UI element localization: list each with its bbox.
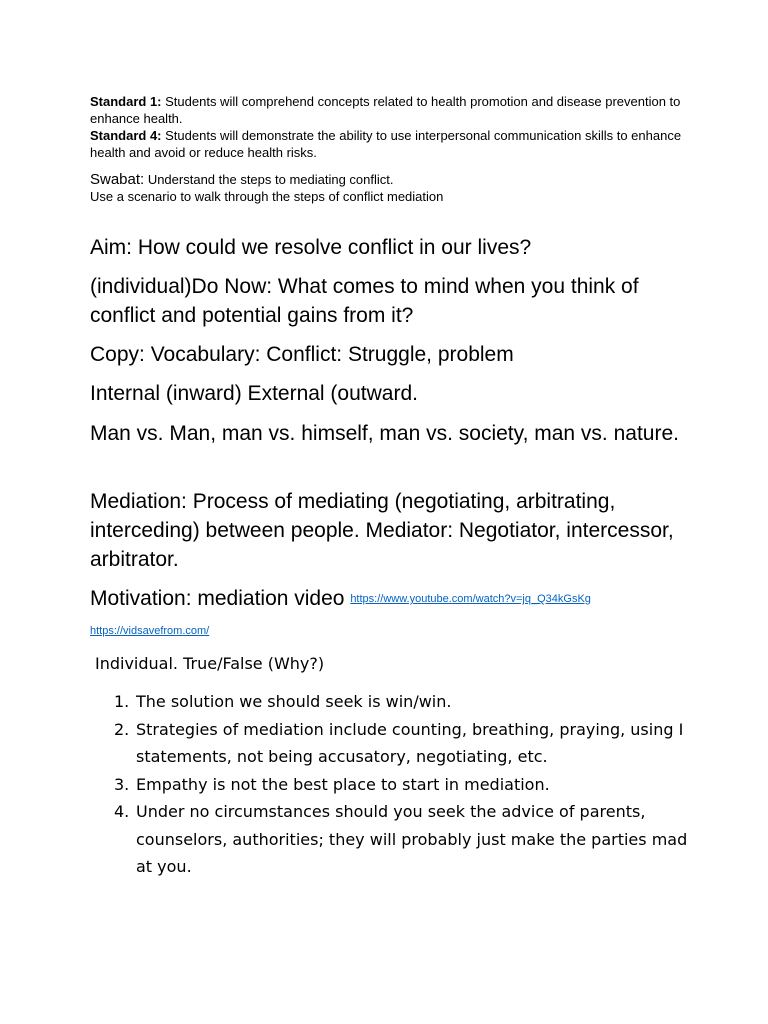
- list-item-text: Under no circumstances should you seek the advice of parents, counselors, authorities; they will probably just make the parties mad at you.: [136, 802, 688, 876]
- swabat-block: [90, 171, 690, 205]
- motivation-text: Motivation: mediation video: [90, 587, 351, 610]
- do-now-paragraph: (individual)Do Now: What comes to mind when you think of conflict and potential gains from it?: [90, 275, 639, 327]
- aim-heading: Aim: How could we resolve conflict in our lives?: [90, 236, 532, 259]
- list-item-number: 1.: [114, 692, 130, 711]
- vocabulary-line: Copy: Vocabulary: Conflict: Struggle, problem: [90, 343, 514, 366]
- standard-4: [90, 127, 690, 161]
- youtube-video-link[interactable]: https://www.youtube.com/watch?v=jq_Q34kGsKg: [350, 593, 591, 605]
- standard-1-label: Standard 1:: [90, 94, 162, 109]
- list-item-text: The solution we should seek is win/win.: [136, 692, 452, 711]
- standard-4-label: Standard 4:: [90, 128, 162, 143]
- swabat-line-1: [90, 171, 690, 188]
- list-item-number: 3.: [114, 774, 130, 794]
- vidsavefrom-link[interactable]: https://vidsavefrom.com/: [90, 625, 210, 637]
- list-item-number: 2.: [114, 719, 130, 739]
- list-item-number: 4.: [114, 802, 130, 821]
- list-item-text: Strategies of mediation include counting, breathing, praying, using I statements, not being accusatory, negotiating, etc.: [136, 719, 684, 766]
- list-item-text: Empathy is not the best place to start in mediation.: [136, 774, 550, 794]
- list-item: [90, 688, 690, 716]
- swabat-line-2: Use a scenario to walk through the steps of conflict mediation: [90, 189, 444, 204]
- motivation-line: [90, 584, 690, 617]
- list-item: [90, 771, 690, 799]
- vidsavefrom-line: [90, 622, 209, 640]
- list-item: [90, 798, 690, 881]
- swabat-objective: Understand the steps to mediating conflict.: [144, 172, 394, 187]
- standard-1: [90, 93, 690, 127]
- standards-block: [90, 93, 690, 161]
- man-vs-paragraph: Man vs. Man, man vs. himself, man vs. society, man vs. nature.: [90, 422, 679, 445]
- swabat-label: Swabat:: [90, 171, 145, 188]
- list-item: [90, 716, 690, 771]
- true-false-list: [90, 688, 690, 881]
- mediation-paragraph: Mediation: Process of mediating (negotiating, arbitrating, interceding) between people. Mediator: Negotiator, intercessor, arbitrator.: [90, 490, 674, 571]
- standard-1-text: Students will comprehend concepts related to health promotion and disease prevention to enhance health.: [90, 94, 681, 126]
- true-false-heading: Individual. True/False (Why?): [95, 654, 325, 673]
- standard-4-text: Students will demonstrate the ability to use interpersonal communication skills to enhance health and avoid or reduce health risks.: [90, 128, 682, 160]
- internal-external-line: Internal (inward) External (outward.: [90, 382, 418, 405]
